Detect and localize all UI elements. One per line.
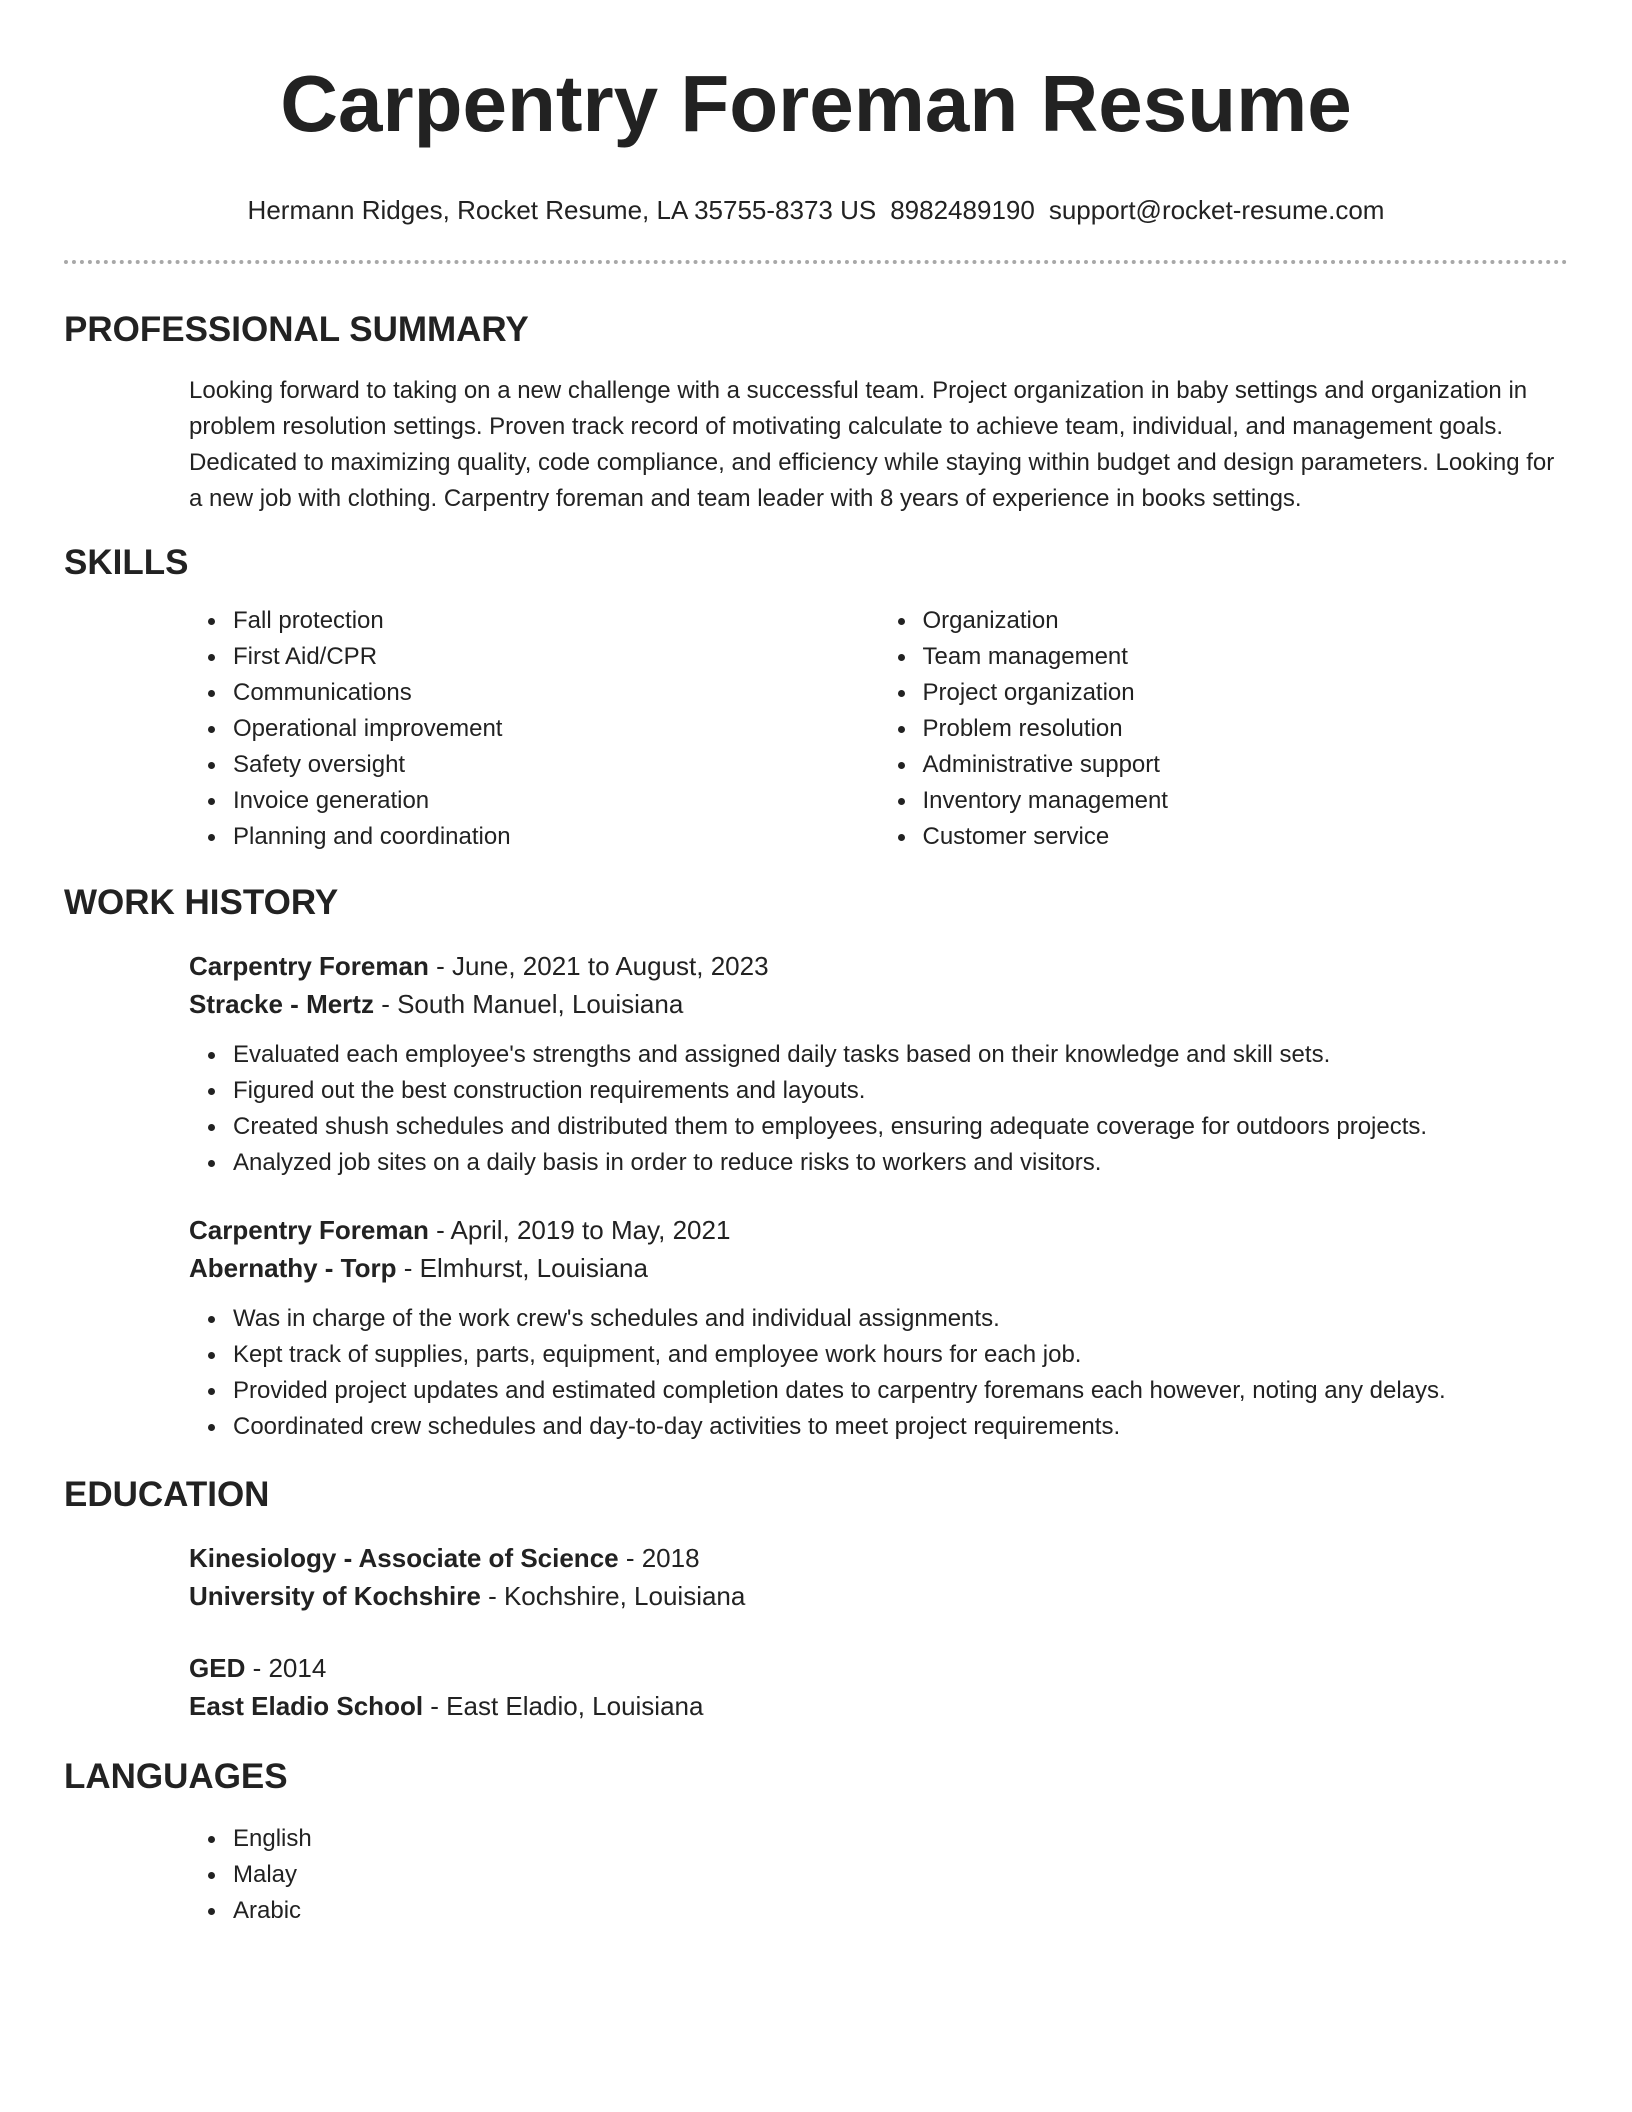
languages-section [64,1755,1568,1929]
job-company: Abernathy - Torp [189,1253,397,1283]
education-entry [189,1539,1568,1615]
education-location: East Eladio, Louisiana [446,1691,704,1721]
education-school-line: University of Kochshire - Kochshire, Louisiana [189,1581,746,1611]
work-heading: WORK HISTORY [64,883,339,922]
list-item: Administrative support [923,747,1569,783]
skills-list-right [879,603,1569,855]
education-school: East Eladio School [189,1691,424,1721]
list-item: Organization [923,603,1569,639]
list-item: Team management [923,639,1569,675]
page-title: Carpentry Foreman Resume [280,59,1352,148]
list-item: Communications [233,675,879,711]
list-item: Kept track of supplies, parts, equipment, and employee work hours for each job. [233,1337,1568,1373]
skills-section [64,541,1568,855]
list-item: Project organization [923,675,1569,711]
job-bullets [189,1037,1568,1181]
work-body [64,947,1568,1445]
summary-section [64,308,1568,517]
job-location: South Manuel, Louisiana [397,989,684,1019]
contact-phone: 8982489190 [890,195,1035,225]
education-year: 2018 [641,1543,700,1573]
skills-body [64,603,1568,855]
contact-info [64,192,1568,228]
job-bullets [189,1301,1568,1445]
skills-heading: SKILLS [64,543,189,582]
list-item: Fall protection [233,603,879,639]
languages-body [64,1821,1568,1929]
education-degree-line: Kinesiology - Associate of Science - 2018 [189,1543,700,1573]
list-item: Was in charge of the work crew's schedules and individual assignments. [233,1301,1568,1337]
summary-text: Looking forward to taking on a new challenge with a successful team. Project organization in baby settings and organization in problem resolution settings. Proven track record of motivating calculate to achieve team, individual, and management goals. Dedicated to maximizing quality, code compliance, and efficiency while staying within budget and design parameters. Looking for a new job with clothing. Carpentry foreman and team leader with 8 years of experience in books settings. [189,377,1555,512]
list-item: Created shush schedules and distributed them to employees, ensuring adequate coverage for outdoors projects. [233,1109,1568,1145]
header-divider [64,260,1568,264]
list-item: Safety oversight [233,747,879,783]
skills-list-left [189,603,879,855]
education-entry [189,1649,1568,1725]
list-item: Problem resolution [923,711,1569,747]
list-item: Malay [233,1857,1568,1893]
education-degree-line: GED - 2014 [189,1653,327,1683]
education-heading: EDUCATION [64,1475,270,1514]
education-location: Kochshire, Louisiana [503,1581,746,1611]
resume-header [64,0,1568,228]
list-item: Operational improvement [233,711,879,747]
education-body [64,1539,1568,1725]
languages-heading: LANGUAGES [64,1757,288,1796]
list-item: Figured out the best construction requirements and layouts. [233,1073,1568,1109]
list-item: Inventory management [923,783,1569,819]
education-year: 2014 [268,1653,327,1683]
job-entry [189,947,1568,1181]
languages-list [189,1821,1568,1929]
list-item: Arabic [233,1893,1568,1929]
job-company: Stracke - Mertz [189,989,374,1019]
list-item: Provided project updates and estimated completion dates to carpentry foremans each however, noting any delays. [233,1373,1568,1409]
list-item: English [233,1821,1568,1857]
list-item: First Aid/CPR [233,639,879,675]
job-title: Carpentry Foreman [189,951,429,981]
contact-address: Hermann Ridges, Rocket Resume, LA 35755-8373 US [247,195,877,225]
job-title-line: Carpentry Foreman - April, 2019 to May, 2021 [189,1215,731,1245]
education-section [64,1473,1568,1725]
job-entry [189,1211,1568,1445]
job-title: Carpentry Foreman [189,1215,429,1245]
job-location: Elmhurst, Louisiana [419,1253,648,1283]
list-item: Analyzed job sites on a daily basis in order to reduce risks to workers and visitors. [233,1145,1568,1181]
job-dates: April, 2019 to May, 2021 [450,1215,731,1245]
education-degree: Kinesiology - Associate of Science [189,1543,619,1573]
summary-heading: PROFESSIONAL SUMMARY [64,310,529,349]
job-title-line: Carpentry Foreman - June, 2021 to August, 2023 [189,951,769,981]
job-dates: June, 2021 to August, 2023 [451,951,769,981]
job-company-line: Abernathy - Torp - Elmhurst, Louisiana [189,1253,648,1283]
education-school-line: East Eladio School - East Eladio, Louisiana [189,1691,704,1721]
job-company-line: Stracke - Mertz - South Manuel, Louisiana [189,989,684,1019]
list-item: Invoice generation [233,783,879,819]
list-item: Customer service [923,819,1569,855]
list-item: Evaluated each employee's strengths and assigned daily tasks based on their knowledge and skill sets. [233,1037,1568,1073]
education-degree: GED [189,1653,246,1683]
work-section [64,881,1568,1445]
education-school: University of Kochshire [189,1581,481,1611]
list-item: Planning and coordination [233,819,879,855]
contact-email[interactable]: support@rocket-resume.com [1048,195,1385,225]
list-item: Coordinated crew schedules and day-to-day activities to meet project requirements. [233,1409,1568,1445]
skills-grid [189,603,1568,855]
